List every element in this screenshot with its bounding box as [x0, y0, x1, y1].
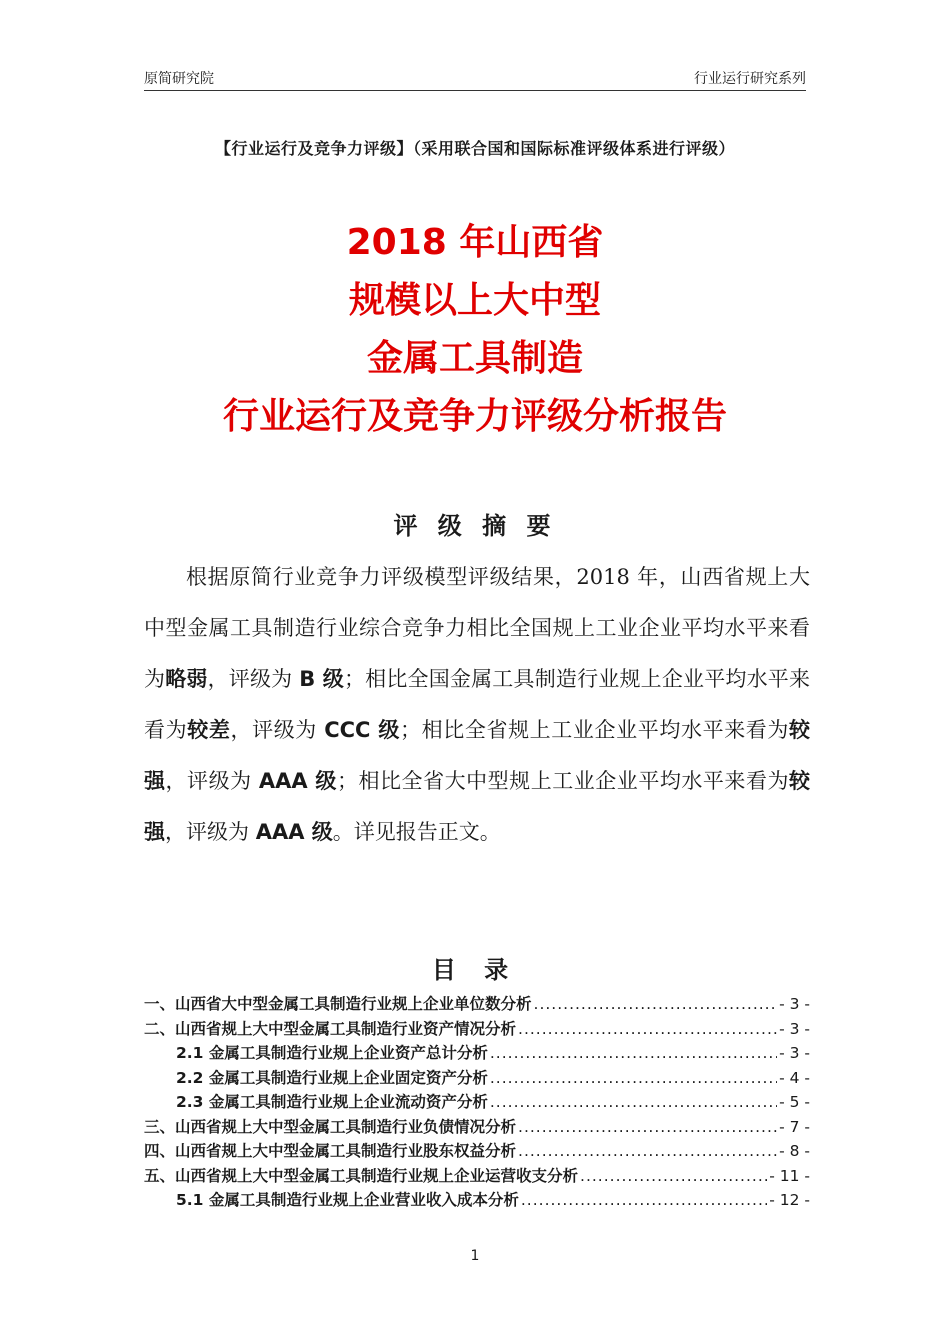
- toc-entry-page: - 4 -: [779, 1068, 810, 1087]
- report-title: [120, 214, 830, 446]
- toc-entry-title: 四、山西省规上大中型金属工具制造行业股东权益分析: [144, 1142, 517, 1160]
- page-number: 1: [470, 1248, 480, 1264]
- toc-leader-dots: [490, 1090, 777, 1115]
- toc-leader-dots: [490, 1041, 777, 1066]
- title-line: 金属工具制造: [366, 338, 583, 379]
- toc-entry-title: 2.2 金属工具制造行业规上企业固定资产分析: [176, 1068, 488, 1087]
- title-line: 规模以上大中型: [348, 280, 601, 321]
- summary-text: ，评级为: [165, 769, 259, 793]
- summary-emphasis: AAA 级: [258, 769, 337, 793]
- toc-entry-title: 2.1 金属工具制造行业规上企业资产总计分析: [176, 1044, 488, 1062]
- toc-leader-dots: [490, 1066, 777, 1091]
- summary-text: 。详见报告正文。: [332, 820, 501, 844]
- toc-entry-title: 5.1 金属工具制造行业规上企业营业收入成本分析: [176, 1191, 519, 1209]
- toc-leader-dots: [534, 992, 778, 1017]
- toc-entry-page: - 3 -: [779, 1044, 810, 1062]
- summary-text: 根据原简行业竞争力评级模型评级结果，2018 年，山西省规上大中型金属工具制造行业综合竞争力相比全国规上工业企业平均水平来看为: [144, 565, 810, 691]
- summary-text: ，评级为: [207, 667, 300, 691]
- toc-entry-title: 2.3 金属工具制造行业规上企业流动资产分析: [176, 1093, 488, 1111]
- table-of-contents: [144, 992, 810, 1213]
- summary-text: ；相比全国金属工具制造行业规上企业平均水平来看为: [144, 667, 811, 742]
- toc-entry-title: 一、山西省大中型金属工具制造行业规上企业单位数分析: [144, 995, 532, 1013]
- report-subtitle: 【行业运行及竞争力评级】（采用联合国和国际标准评级体系进行评级）: [214, 139, 735, 158]
- summary-emphasis: CCC 级: [324, 718, 400, 742]
- toc-entry[interactable]: [144, 1115, 810, 1140]
- title-line: 2018 年山西省: [346, 222, 604, 263]
- summary-emphasis: 较强: [144, 769, 810, 844]
- toc-leader-dots: [518, 1139, 777, 1164]
- toc-entry[interactable]: [144, 1066, 810, 1091]
- toc-entry-title: 三、山西省规上大中型金属工具制造行业负债情况分析: [144, 1117, 517, 1136]
- toc-entry-title: 五、山西省规上大中型金属工具制造行业规上企业运营收支分析: [144, 1166, 579, 1185]
- page-header: [144, 64, 806, 91]
- summary-text: ，评级为: [165, 820, 256, 844]
- header-org: 原简研究院: [144, 71, 214, 87]
- header-series: 行业运行研究系列: [694, 71, 806, 87]
- toc-entry-page: - 11 -: [769, 1166, 810, 1185]
- toc-entry[interactable]: [144, 1017, 810, 1042]
- summary-text: ；相比全省规上工业企业平均水平来看为: [400, 718, 790, 742]
- summary-text: ；相比全省大中型规上工业企业平均水平来看为: [336, 769, 789, 793]
- toc-entry[interactable]: [144, 992, 810, 1017]
- toc-leader-dots: [518, 1115, 777, 1140]
- toc-leader-dots: [580, 1164, 767, 1189]
- toc-entry-page: - 3 -: [779, 995, 810, 1013]
- summary-emphasis: 较强: [144, 718, 811, 793]
- toc-entry[interactable]: [144, 1090, 810, 1115]
- summary-emphasis: B 级: [299, 667, 344, 691]
- toc-entry-page: - 7 -: [779, 1117, 810, 1136]
- summary-heading: 评 级 摘 要: [393, 512, 557, 540]
- toc-entry[interactable]: [144, 1041, 810, 1066]
- toc-entry-page: - 5 -: [779, 1093, 810, 1111]
- toc-entry-page: - 8 -: [779, 1142, 810, 1160]
- toc-heading: 目 录: [431, 956, 519, 984]
- summary-text: ，评级为: [230, 718, 325, 742]
- toc-entry[interactable]: [144, 1164, 810, 1189]
- toc-entry-page: - 12 -: [769, 1191, 810, 1209]
- summary-emphasis: 略弱: [165, 667, 208, 691]
- summary-paragraph: [144, 552, 810, 858]
- toc-entry[interactable]: [144, 1139, 810, 1164]
- title-line: 行业运行及竞争力评级分析报告: [222, 396, 727, 437]
- toc-entry-title: 二、山西省规上大中型金属工具制造行业资产情况分析: [144, 1019, 517, 1038]
- summary-emphasis: 较差: [187, 718, 231, 742]
- toc-leader-dots: [518, 1017, 777, 1042]
- toc-entry[interactable]: [144, 1188, 810, 1213]
- summary-body: [144, 552, 810, 858]
- toc-leader-dots: [521, 1188, 767, 1213]
- toc-entry-page: - 3 -: [779, 1019, 810, 1038]
- summary-emphasis: AAA 级: [255, 820, 333, 844]
